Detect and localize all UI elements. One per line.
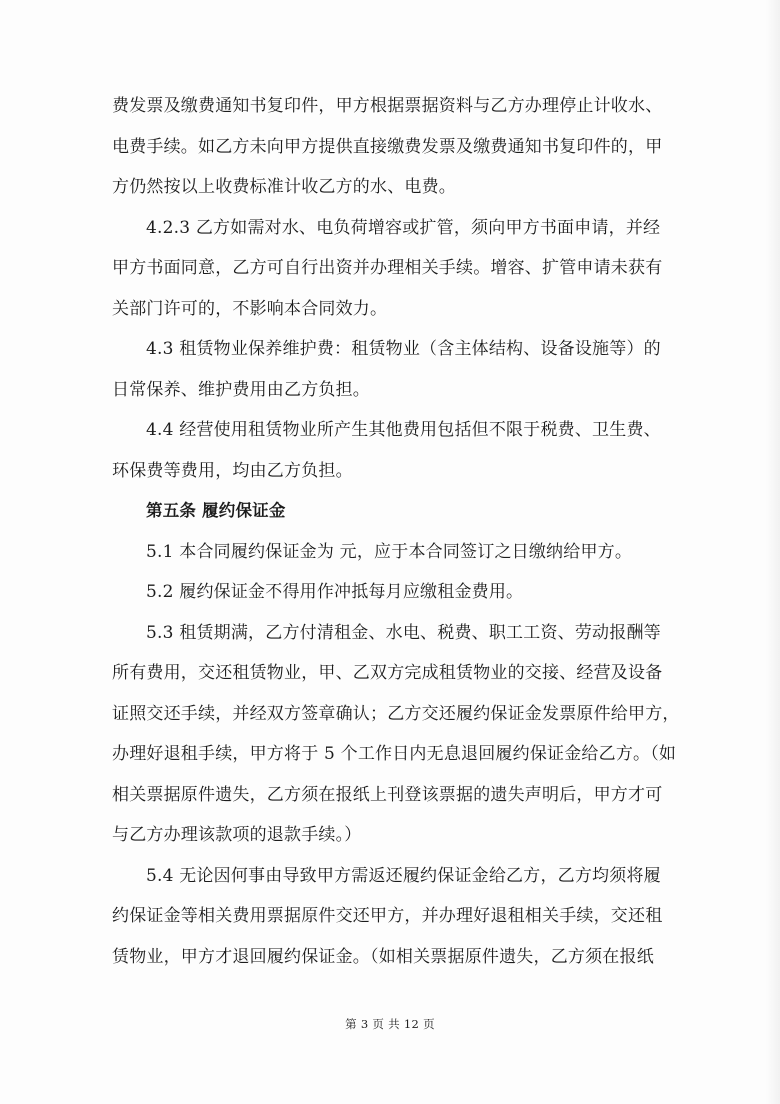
text-line: 相关票据原件遗失，乙方须在报纸上刊登该票据的遗失声明后，甲方才可 <box>112 784 663 805</box>
text-line: 环保费等费用，均由乙方负担。 <box>112 460 353 481</box>
text-line: 证照交还手续，并经双方签章确认；乙方交还履约保证金发票原件给甲方， <box>112 703 680 724</box>
clause-5-4-start: 5.4 无论因何事由导致甲方需返还履约保证金给乙方，乙方均须将履 <box>146 865 661 886</box>
text-line: 关部门许可的，不影响本合同效力。 <box>112 298 388 319</box>
text-line: 约保证金等相关费用票据原件交还甲方，并办理好退租相关手续，交还租 <box>112 906 663 926</box>
scan-edge-shading <box>766 0 780 1104</box>
text-line: 方仍然按以上收费标准计收乙方的水、电费。 <box>112 177 456 197</box>
page-number-footer: 第 3 页 共 12 页 <box>345 1017 435 1031</box>
text-line: 办理好退租手续，甲方将于 5 个工作日内无息退回履约保证金给乙方。（如 <box>112 744 677 764</box>
clause-4-4-start: 4.4 经营使用租赁物业所产生其他费用包括但不限于税费、卫生费、 <box>146 420 661 440</box>
clause-5-3-start: 5.3 租赁期满，乙方付清租金、水电、税费、职工工资、劳动报酬等 <box>146 622 661 643</box>
section-heading-article-5: 第五条 履约保证金 <box>146 501 286 520</box>
text-line: 甲方书面同意，乙方可自行出资并办理相关手续。增容、扩管申请未获有 <box>112 258 663 278</box>
text-line: 赁物业，甲方才退回履约保证金。（如相关票据原件遗失，乙方须在报纸 <box>112 946 654 967</box>
text-line: 电费手续。如乙方未向甲方提供直接缴费发票及缴费通知书复印件的，甲 <box>112 136 663 157</box>
text-line: 所有费用，交还租赁物业，甲、乙双方完成租赁物业的交接、经营及设备 <box>112 663 663 683</box>
text-line: 日常保养、维护费用由乙方负担。 <box>112 379 370 400</box>
body-text <box>112 86 684 977</box>
clause-5-2: 5.2 履约保证金不得用作冲抵每月应缴租金费用。 <box>146 582 524 602</box>
text-line: 与乙方办理该款项的退款手续。） <box>112 825 362 845</box>
clause-4-2-3-start: 4.2.3 乙方如需对水、电负荷增容或扩管，须向甲方书面申请，并经 <box>146 217 661 238</box>
clause-4-3-start: 4.3 租赁物业保养维护费：租赁物业（含主体结构、设备设施等）的 <box>146 339 661 359</box>
text-line: 费发票及缴费通知书复印件，甲方根据票据资料与乙方办理停止计收水、 <box>112 96 663 116</box>
clause-5-1: 5.1 本合同履约保证金为 元，应于本合同签订之日缴纳给甲方。 <box>146 541 633 562</box>
